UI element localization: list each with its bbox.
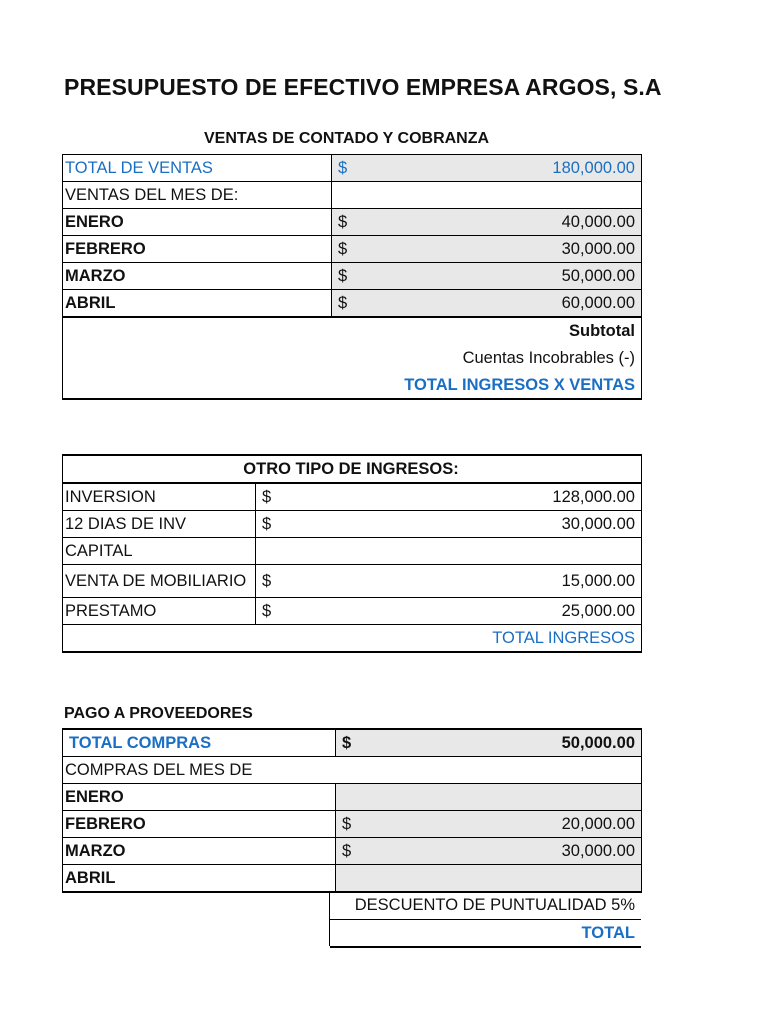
ventas-total-value[interactable]: 180,000.00	[362, 155, 642, 182]
ventas-mes-value-cell[interactable]	[362, 182, 642, 209]
otros-row-currency[interactable]: $	[256, 598, 449, 625]
ventas-total-ingresos[interactable]: TOTAL INGRESOS X VENTAS	[404, 376, 635, 394]
proveedores-row-label[interactable]: ABRIL	[63, 865, 336, 893]
proveedores-descuento[interactable]: DESCUENTO DE PUNTUALIDAD 5%	[330, 892, 641, 920]
table-row	[63, 209, 642, 236]
table-row	[63, 263, 642, 290]
ventas-row-currency[interactable]: $	[332, 236, 363, 263]
otros-row-value[interactable]	[449, 538, 642, 565]
ventas-incobrables[interactable]: Cuentas Incobrables (-)	[462, 349, 635, 367]
otros-row-currency[interactable]: $	[256, 483, 449, 511]
proveedores-row-currency[interactable]	[336, 784, 367, 811]
otros-row-value[interactable]: 128,000.00	[449, 483, 642, 511]
ventas-total-currency[interactable]: $	[332, 155, 363, 182]
ventas-total-row	[63, 155, 642, 182]
ventas-mes-currency-cell[interactable]	[332, 182, 363, 209]
table-row	[63, 565, 642, 598]
table-row	[63, 784, 642, 811]
otros-row-currency[interactable]: $	[256, 511, 449, 538]
proveedores-mes-row	[63, 757, 642, 784]
ventas-mes-label[interactable]: VENTAS DEL MES DE:	[63, 182, 332, 209]
proveedores-row-label[interactable]: MARZO	[63, 838, 336, 865]
proveedores-row-value[interactable]	[366, 865, 642, 893]
table-row	[63, 838, 642, 865]
ventas-row-value[interactable]: 50,000.00	[362, 263, 642, 290]
proveedores-row-currency[interactable]	[336, 865, 367, 893]
ventas-row-label[interactable]: MARZO	[63, 263, 332, 290]
table-row	[63, 511, 642, 538]
proveedores-summary-box	[329, 892, 641, 946]
table-row	[63, 236, 642, 263]
otros-total-row	[63, 625, 642, 653]
ventas-row-currency[interactable]: $	[332, 290, 363, 318]
proveedores-row-currency[interactable]: $	[336, 838, 367, 865]
otros-row-currency[interactable]	[256, 538, 449, 565]
otros-row-label[interactable]: CAPITAL	[63, 538, 256, 565]
ventas-row-label[interactable]: ENERO	[63, 209, 332, 236]
proveedores-mes-label[interactable]: COMPRAS DEL MES DE	[63, 757, 642, 784]
proveedores-row-label[interactable]: FEBRERO	[63, 811, 336, 838]
table-row	[63, 538, 642, 565]
otros-row-label[interactable]: INVERSION	[63, 483, 256, 511]
proveedores-row-value[interactable]: 30,000.00	[366, 838, 642, 865]
ventas-table	[62, 154, 642, 318]
ventas-row-label[interactable]: FEBRERO	[63, 236, 332, 263]
otros-row-label[interactable]: 12 DIAS DE INV	[63, 511, 256, 538]
proveedores-total-value[interactable]: 50,000.00	[366, 729, 642, 757]
table-row	[63, 811, 642, 838]
proveedores-row-label[interactable]: ENERO	[63, 784, 336, 811]
proveedores-total-currency[interactable]: $	[336, 729, 367, 757]
ventas-mes-row	[63, 182, 642, 209]
otros-row-currency[interactable]: $	[256, 565, 449, 598]
otros-row-label[interactable]: VENTA DE MOBILIARIO	[63, 565, 256, 598]
ventas-row-currency[interactable]: $	[332, 209, 363, 236]
table-row	[63, 865, 642, 893]
proveedores-row-value[interactable]	[366, 784, 642, 811]
proveedores-total[interactable]: TOTAL	[330, 920, 641, 948]
otros-row-value[interactable]: 15,000.00	[449, 565, 642, 598]
otros-table	[62, 454, 642, 653]
proveedores-total-label[interactable]: TOTAL COMPRAS	[63, 729, 336, 757]
ventas-total-label[interactable]: TOTAL DE VENTAS	[63, 155, 332, 182]
otros-total[interactable]: TOTAL INGRESOS	[63, 625, 642, 653]
otros-row-label[interactable]: PRESTAMO	[63, 598, 256, 625]
table-row	[63, 290, 642, 318]
otros-heading-row	[63, 455, 642, 483]
otros-heading: OTRO TIPO DE INGRESOS:	[63, 455, 642, 483]
table-row	[63, 483, 642, 511]
proveedores-total-row	[63, 729, 642, 757]
proveedores-row-value[interactable]: 20,000.00	[366, 811, 642, 838]
proveedores-table	[62, 728, 642, 893]
ventas-summary-box	[62, 318, 642, 400]
proveedores-heading: PAGO A PROVEEDORES	[64, 705, 253, 722]
ventas-row-value[interactable]: 40,000.00	[362, 209, 642, 236]
ventas-row-value[interactable]: 60,000.00	[362, 290, 642, 318]
ventas-row-label[interactable]: ABRIL	[63, 290, 332, 318]
ventas-row-value[interactable]: 30,000.00	[362, 236, 642, 263]
ventas-heading: VENTAS DE CONTADO Y COBRANZA	[204, 130, 490, 147]
table-row	[63, 598, 642, 625]
otros-row-value[interactable]: 30,000.00	[449, 511, 642, 538]
otros-row-value[interactable]: 25,000.00	[449, 598, 642, 625]
page-title: PRESUPUESTO DE EFECTIVO EMPRESA ARGOS, S.A	[64, 74, 662, 100]
proveedores-row-currency[interactable]: $	[336, 811, 367, 838]
ventas-subtotal[interactable]: Subtotal	[569, 322, 635, 340]
ventas-row-currency[interactable]: $	[332, 263, 363, 290]
